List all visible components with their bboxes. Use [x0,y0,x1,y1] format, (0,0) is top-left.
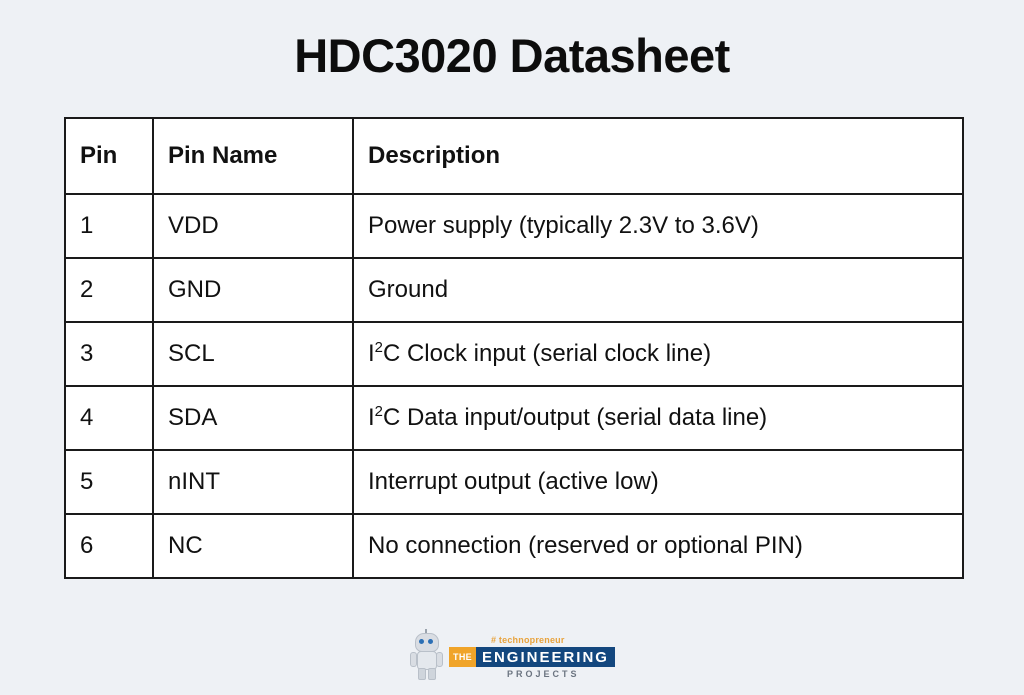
robot-mascot-icon [409,631,443,679]
table-row [65,386,963,450]
cell-pin-name: nINT [153,450,353,514]
cell-pin: 2 [65,258,153,322]
table-row [65,514,963,578]
table-row [65,450,963,514]
brand-projects: PROJECTS [507,669,580,679]
desc-text: I [368,340,375,367]
footer-logo [0,631,1024,679]
cell-pin: 3 [65,322,153,386]
cell-pin-name: NC [153,514,353,578]
cell-description [353,258,963,322]
brand-tagline: # technopreneur [491,635,565,645]
page-title: HDC3020 Datasheet [294,29,730,82]
table-row [65,322,963,386]
table-header-row [65,118,963,194]
brand-the: THE [449,647,476,667]
cell-pin-name: SDA [153,386,353,450]
desc-text: No connection (reserved or optional PIN) [368,532,803,559]
brand-wordmark [449,635,615,679]
robot-leg-left [418,668,426,680]
robot-eye-left [419,639,424,644]
cell-pin-name: SCL [153,322,353,386]
cell-description [353,514,963,578]
brand-bar [449,647,615,667]
column-header-description: Description [353,118,963,194]
desc-text: Power supply (typically 2.3V to 3.6V) [368,212,759,239]
cell-description [353,450,963,514]
cell-pin-name: VDD [153,194,353,258]
robot-eye-right [428,639,433,644]
desc-superscript: 2 [374,404,383,420]
robot-arm-right [436,652,443,667]
table-row [65,258,963,322]
desc-text-tail: C Data input/output (serial data line) [382,404,768,431]
cell-pin: 6 [65,514,153,578]
table-row [65,194,963,258]
desc-superscript: 2 [374,340,383,356]
cell-pin: 4 [65,386,153,450]
cell-pin-name: GND [153,258,353,322]
cell-description [353,194,963,258]
desc-text: Ground [368,276,449,303]
cell-pin: 1 [65,194,153,258]
cell-description [353,386,963,450]
column-header-pin-name: Pin Name [153,118,353,194]
cell-pin: 5 [65,450,153,514]
brand-engineering: ENGINEERING [476,647,615,667]
cell-description [353,322,963,386]
pin-description-table [64,117,964,579]
robot-arm-left [410,652,417,667]
desc-text: I [368,404,375,431]
desc-text-tail: C Clock input (serial clock line) [382,340,712,367]
robot-leg-right [428,668,436,680]
column-header-pin: Pin [65,118,153,194]
desc-text: Interrupt output (active low) [368,468,659,495]
